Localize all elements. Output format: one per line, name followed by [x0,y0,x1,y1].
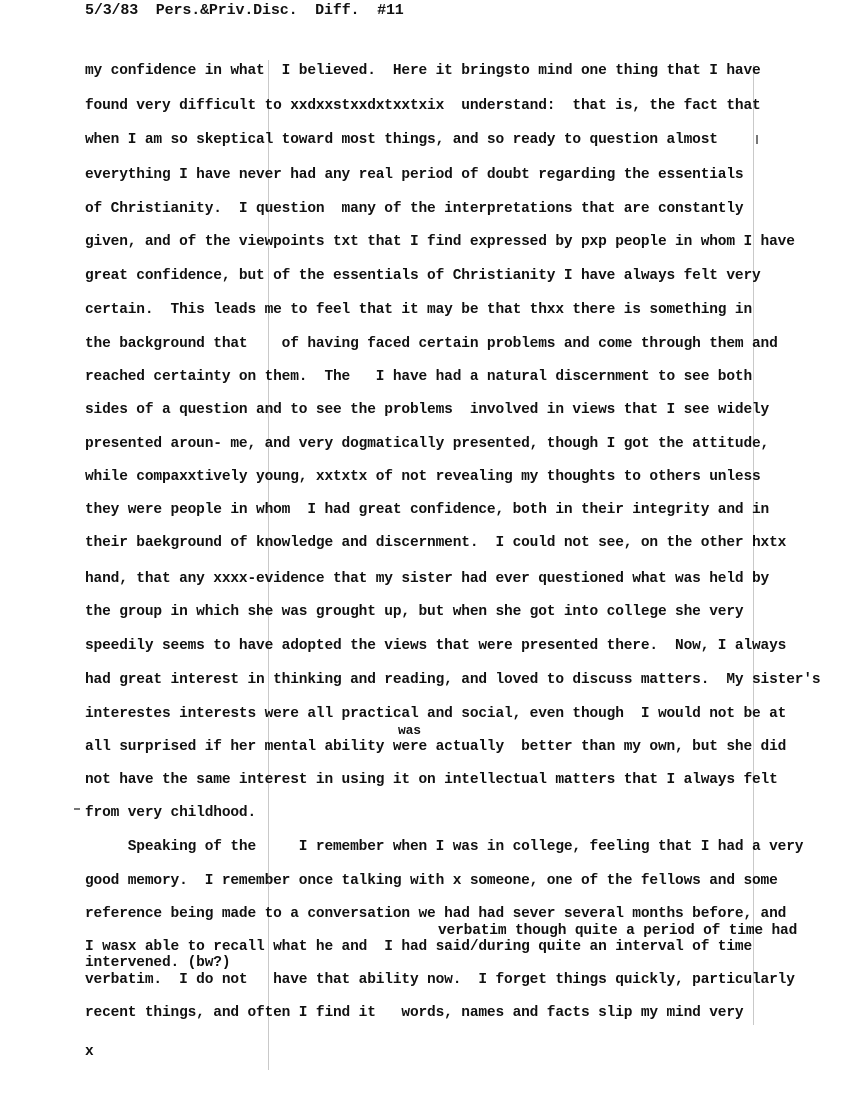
text-line: while compaxxtively young, xxtxtx of not revealing my thoughts to others unless [85,469,761,485]
text-line: found very difficult to xxdxxstxxdxtxxtxix understand: that is, the fact that [85,98,761,114]
text-line: great confidence, but of the essentials of Christianity I have always felt very [85,268,761,284]
text-line: interestes interests were all practical and social, even though I would not be at [85,706,787,722]
page-header: 5/3/83 Pers.&Priv.Disc. Diff. #11 [85,2,404,19]
text-line: when I am so skeptical toward most things, and so ready to question almost [85,132,718,148]
text-line: hand, that any xxxx-evidence that my sister had ever questioned what was held by [85,571,770,587]
text-line: sides of a question and to see the problems involved in views that I see widely [85,402,770,418]
text-line: reached certainty on them. The I have had a natural discernment to see both [85,369,753,385]
stray-mark: x [85,1044,94,1060]
text-line: recent things, and often I find it words, names and facts slip my mind very [85,1005,744,1021]
insertion-above-line: verbatim though quite a period of time had [438,923,798,939]
text-line: given, and of the viewpoints txt that I find expressed by pxp people in whom I have [85,234,795,250]
text-line: everything I have never had any real period of doubt regarding the essentials [85,167,744,183]
text-line: not have the same interest in using it on intellectual matters that I always felt [85,772,778,788]
text-line: had great interest in thinking and reading, and loved to discuss matters. My sister's [85,672,821,688]
text-line: the background that of having faced certain problems and come through them and [85,336,778,352]
text-line: certain. This leads me to feel that it may be that thxx there is something in [85,302,753,318]
text-line: verbatim. I do not have that ability now. I forget things quickly, particularly [85,972,795,988]
text-line: speedily seems to have adopted the views that were presented there. Now, I always [85,638,787,654]
margin-tick [756,135,758,144]
text-line: good memory. I remember once talking with x someone, one of the fellows and some [85,873,778,889]
text-line: the group in which she was grought up, but when she got into college she very [85,604,744,620]
text-line: of Christianity. I question many of the interpretations that are constantly [85,201,744,217]
text-line: reference being made to a conversation we had had sever several months before, and [85,906,787,922]
text-line: intervened. (bw?) [85,955,231,971]
text-line: all surprised if her mental ability were actually better than my own, but she did [85,739,787,755]
text-line: presented aroun- me, and very dogmatically presented, though I got the attitude, [85,436,770,452]
text-line: from very childhood. [85,805,257,821]
text-line: I wasx able to recall what he and I had said/during quite an interval of time [85,939,753,955]
text-line: their baekground of knowledge and discernment. I could not see, on the other hxtx [85,535,787,551]
margin-tick [74,808,80,810]
insertion-above-line: was [398,723,421,738]
text-line: my confidence in what I believed. Here it bringsto mind one thing that I have [85,63,761,79]
text-line: they were people in whom I had great confidence, both in their integrity and in [85,502,770,518]
paragraph-first-line: Speaking of the I remember when I was in college, feeling that I had a very [85,839,804,855]
